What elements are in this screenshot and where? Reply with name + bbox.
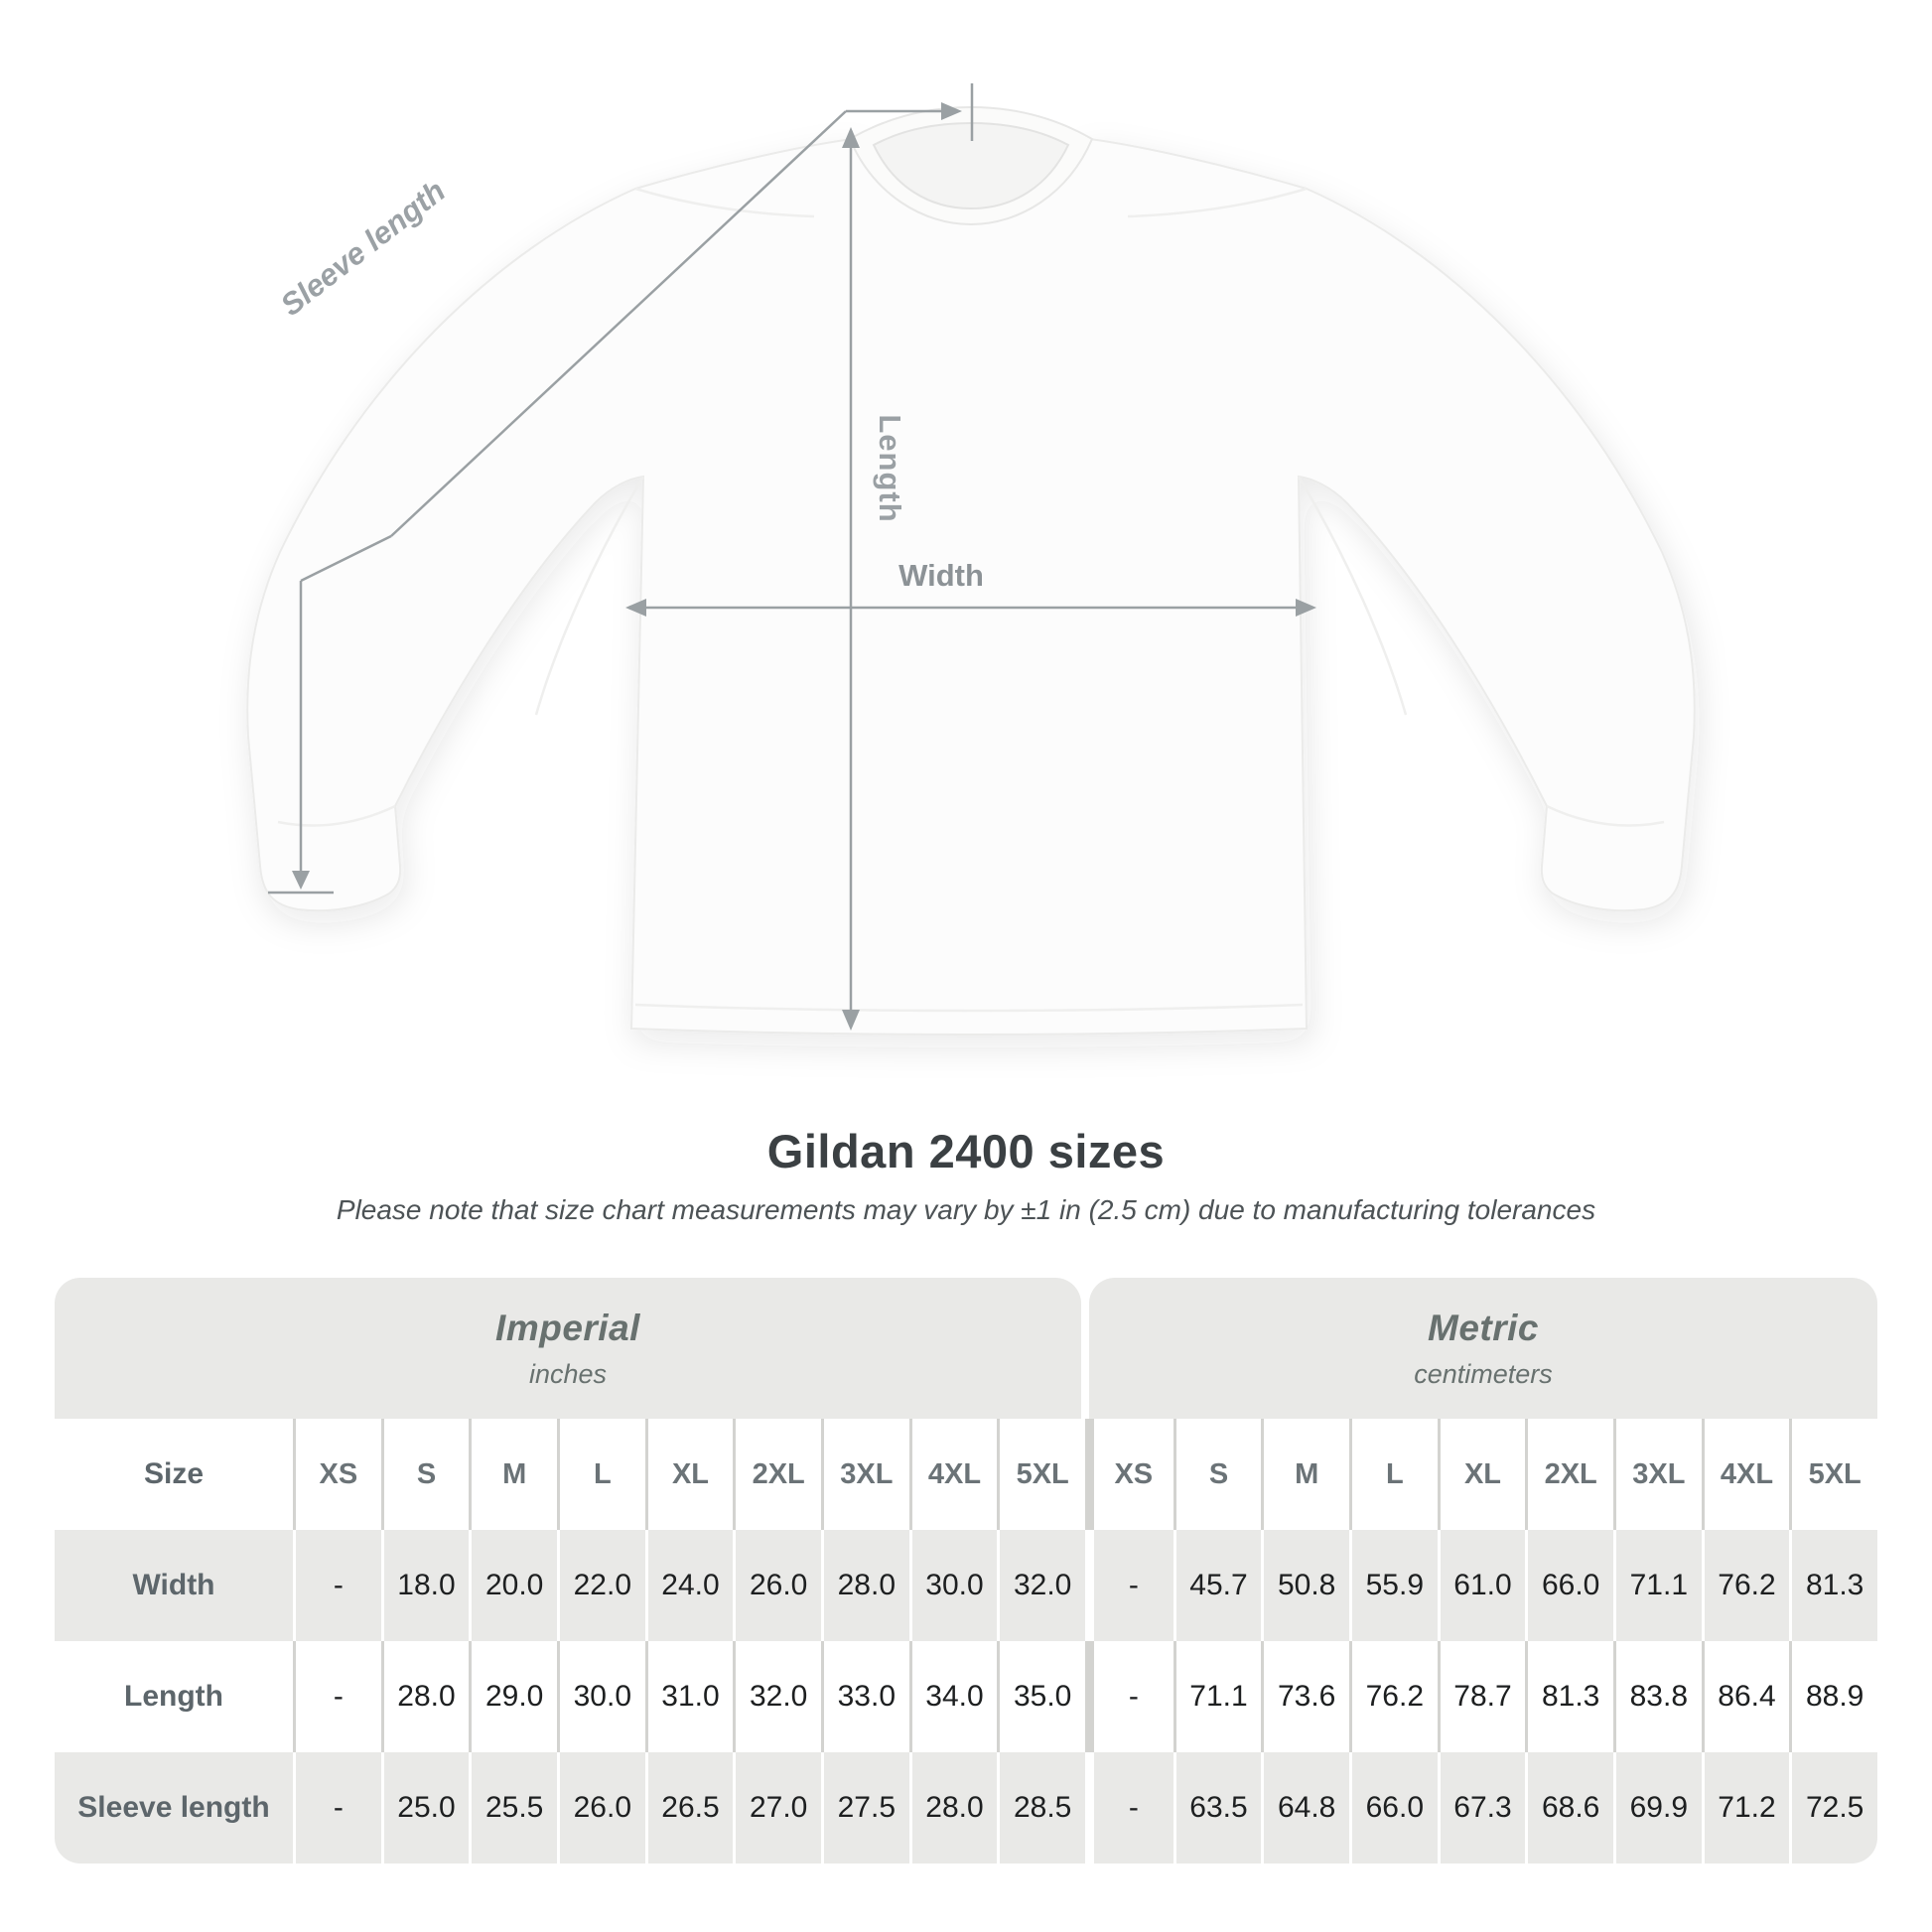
table-cell: 76.2 xyxy=(1349,1641,1438,1752)
table-cell: 81.3 xyxy=(1789,1530,1877,1641)
size-column-header: 5XL xyxy=(997,1419,1085,1530)
table-cell: 66.0 xyxy=(1525,1530,1613,1641)
table-cell: 26.0 xyxy=(733,1530,821,1641)
table-cell: - xyxy=(293,1641,381,1752)
table-cell: 22.0 xyxy=(557,1530,645,1641)
table-cell: 34.0 xyxy=(909,1641,998,1752)
table-cell: 76.2 xyxy=(1702,1530,1790,1641)
length-label: Length xyxy=(873,414,907,523)
table-cell: 72.5 xyxy=(1789,1752,1877,1863)
row-label: Sleeve length xyxy=(77,1791,270,1824)
size-column-header: M xyxy=(1261,1419,1349,1530)
table-cell: 64.8 xyxy=(1261,1752,1349,1863)
table-cell: 50.8 xyxy=(1261,1530,1349,1641)
size-column-header: 3XL xyxy=(821,1419,909,1530)
size-column-header: 4XL xyxy=(1702,1419,1790,1530)
size-column-header: 2XL xyxy=(1525,1419,1613,1530)
table-cell: 24.0 xyxy=(645,1530,734,1641)
table-cell: 31.0 xyxy=(645,1641,734,1752)
table-cell: 33.0 xyxy=(821,1641,909,1752)
arrow-right-icon xyxy=(1296,599,1316,617)
metric-group-unit: centimeters xyxy=(1414,1358,1553,1389)
table-cell: 25.5 xyxy=(469,1752,557,1863)
width-label: Width xyxy=(898,558,984,593)
table-cell: 83.8 xyxy=(1613,1641,1702,1752)
imperial-group-unit: inches xyxy=(528,1358,608,1389)
size-header-row xyxy=(55,1419,1877,1530)
table-cell: 81.3 xyxy=(1525,1641,1613,1752)
size-column-header: 2XL xyxy=(733,1419,821,1530)
page-title: Gildan 2400 sizes xyxy=(766,1125,1166,1177)
table-cell: 29.0 xyxy=(469,1641,557,1752)
row-label: Length xyxy=(124,1680,223,1713)
size-column-header: S xyxy=(381,1419,470,1530)
table-cell: - xyxy=(1085,1530,1173,1641)
measurement-row xyxy=(55,1752,1877,1863)
table-cell: 86.4 xyxy=(1702,1641,1790,1752)
table-cell: 69.9 xyxy=(1613,1752,1702,1863)
table-cell: - xyxy=(1085,1752,1173,1863)
table-cell: 20.0 xyxy=(469,1530,557,1641)
size-column-header: 3XL xyxy=(1613,1419,1702,1530)
table-cell: 30.0 xyxy=(557,1641,645,1752)
table-cell: - xyxy=(293,1530,381,1641)
table-cell: 66.0 xyxy=(1349,1752,1438,1863)
table-cell: 63.5 xyxy=(1173,1752,1262,1863)
tolerance-note: Please note that size chart measurements may vary by ±1 in (2.5 cm) due to manufacturing tolerances xyxy=(336,1194,1596,1225)
size-column-header: 4XL xyxy=(909,1419,998,1530)
table-cell: 78.7 xyxy=(1438,1641,1526,1752)
size-column-header: L xyxy=(1349,1419,1438,1530)
table-cell: 28.0 xyxy=(821,1530,909,1641)
table-cell: 26.5 xyxy=(645,1752,734,1863)
size-column-header: XL xyxy=(645,1419,734,1530)
table-cell: 27.0 xyxy=(733,1752,821,1863)
size-column-header: S xyxy=(1173,1419,1262,1530)
sleeve-length-label: Sleeve length xyxy=(274,173,453,324)
size-column-header: L xyxy=(557,1419,645,1530)
size-column-header: XS xyxy=(1085,1419,1173,1530)
measurement-row xyxy=(55,1530,1877,1641)
table-cell: 71.1 xyxy=(1173,1641,1262,1752)
table-cell: - xyxy=(293,1752,381,1863)
table-cell: 26.0 xyxy=(557,1752,645,1863)
table-cell: 32.0 xyxy=(733,1641,821,1752)
measurement-row xyxy=(55,1641,1877,1752)
table-cell: 61.0 xyxy=(1438,1530,1526,1641)
table-cell: 28.0 xyxy=(909,1752,998,1863)
table-cell: 32.0 xyxy=(997,1530,1085,1641)
table-cell: 88.9 xyxy=(1789,1641,1877,1752)
size-column-header: XS xyxy=(293,1419,381,1530)
unit-group-header-row xyxy=(55,1278,1877,1419)
size-table xyxy=(55,1278,1877,1863)
size-table-rows xyxy=(55,1419,1877,1863)
table-cell: 67.3 xyxy=(1438,1752,1526,1863)
size-column-header: M xyxy=(469,1419,557,1530)
arrow-left-icon xyxy=(625,599,646,617)
table-cell: 55.9 xyxy=(1349,1530,1438,1641)
table-cell: 73.6 xyxy=(1261,1641,1349,1752)
row-label: Width xyxy=(132,1569,215,1601)
table-cell: 45.7 xyxy=(1173,1530,1262,1641)
table-cell: 18.0 xyxy=(381,1530,470,1641)
table-cell: 25.0 xyxy=(381,1752,470,1863)
metric-group-title: Metric xyxy=(1428,1307,1539,1348)
imperial-group-header xyxy=(55,1278,1081,1419)
table-cell: 30.0 xyxy=(909,1530,998,1641)
table-cell: - xyxy=(1085,1641,1173,1752)
table-cell: 28.5 xyxy=(997,1752,1085,1863)
size-column-header: XL xyxy=(1438,1419,1526,1530)
metric-group-header xyxy=(1089,1278,1877,1419)
table-cell: 71.2 xyxy=(1702,1752,1790,1863)
imperial-group-title: Imperial xyxy=(495,1307,640,1348)
size-column-header: 5XL xyxy=(1789,1419,1877,1530)
table-cell: 27.5 xyxy=(821,1752,909,1863)
table-cell: 35.0 xyxy=(997,1641,1085,1752)
table-cell: 28.0 xyxy=(381,1641,470,1752)
table-cell: 68.6 xyxy=(1525,1752,1613,1863)
table-cell: 71.1 xyxy=(1613,1530,1702,1641)
size-header-label: Size xyxy=(143,1457,205,1490)
